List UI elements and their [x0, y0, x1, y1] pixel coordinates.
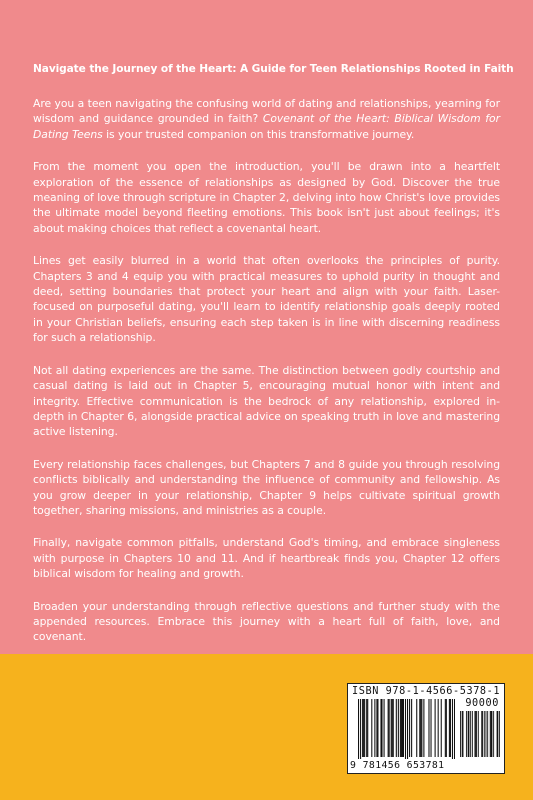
barcode-bar — [466, 711, 467, 757]
barcode-bar — [377, 699, 378, 757]
barcode-bar — [421, 699, 422, 757]
barcode-bar — [381, 699, 382, 757]
barcode-bar — [445, 699, 446, 757]
isbn-label: ISBN 978-1-4566-5378-1 — [352, 686, 501, 697]
barcode-bar — [380, 699, 381, 757]
barcode-bar — [482, 711, 483, 757]
barcode-bar — [468, 711, 469, 757]
blurb-paragraph: Finally, navigate common pitfalls, understand God's timing, and embrace singleness with purpose in Chapters 10 and 11. And if heartbreak finds you, Chapter 12 offers biblical wisdom for healing and growth. — [33, 536, 500, 581]
barcode-bar — [450, 699, 451, 757]
barcode-bar — [391, 699, 392, 757]
barcode-bar — [402, 699, 403, 757]
barcode-bar — [487, 711, 488, 757]
barcode-bar — [364, 699, 365, 757]
barcode-bar — [423, 699, 424, 757]
barcode-bar — [358, 699, 359, 759]
blurb-paragraph: Broaden your understanding through reflective questions and further study with the appended resources. Embrace this journey with a heart full of faith, love, and covenant. — [33, 599, 500, 644]
barcode-bar — [452, 699, 453, 759]
barcode-bar — [388, 699, 389, 757]
barcode-bar — [360, 699, 361, 759]
intro-text-after: is your trusted companion on this transformative journey. — [102, 127, 415, 141]
barcode-bar — [389, 699, 390, 757]
barcode-bar — [472, 711, 473, 757]
barcode-bar — [400, 699, 401, 757]
barcode-bar — [396, 699, 397, 757]
barcode-bar — [411, 699, 412, 757]
barcode-bar — [476, 711, 477, 757]
barcode-bar — [393, 699, 394, 757]
barcode-bar — [371, 699, 372, 757]
isbn-barcode — [347, 683, 505, 774]
barcode-bar — [463, 711, 464, 757]
barcode-bar — [403, 699, 404, 757]
barcode-bar — [376, 699, 377, 757]
barcode-bar — [363, 699, 364, 757]
barcode-bar — [449, 699, 450, 757]
barcode-bar — [460, 711, 461, 757]
barcode-bar — [366, 699, 367, 757]
barcode-bar — [497, 711, 498, 757]
barcode-bar — [416, 699, 417, 757]
barcode-bar — [493, 711, 494, 757]
barcode-bar — [486, 711, 487, 757]
barcode-bar — [497, 711, 498, 757]
barcode-bar — [409, 699, 410, 757]
barcode-bar — [469, 711, 470, 757]
blurb-paragraph: Not all dating experiences are the same. The distinction between godly courtship and casual dating is laid out in Chapter 5, encouraging mutual honor with intent and integrity. Effective communication is the bedrock of any relationship, explored in-depth in Chapter 6, alongside practical advice on speaking truth in love and mastering active listening. — [33, 363, 500, 439]
barcode-bar — [499, 711, 500, 757]
barcode-bar — [491, 711, 492, 757]
barcode-bar — [478, 711, 479, 757]
barcode-main-bars — [358, 699, 455, 759]
blurb-heading: Navigate the Journey of the Heart: A Guide for Teen Relationships Rooted in Faith — [33, 63, 514, 75]
barcode-bar — [470, 711, 471, 757]
barcode-bar — [481, 711, 482, 757]
barcode-bar — [392, 699, 393, 757]
barcode-bar — [490, 711, 491, 757]
barcode-bar — [419, 699, 420, 757]
barcode-bar — [420, 699, 421, 757]
barcode-bar — [441, 699, 442, 757]
blurb-intro — [33, 96, 500, 142]
barcode-bar — [484, 711, 485, 757]
barcode-bar — [374, 699, 375, 757]
intro-book-title: Covenant of the Heart: Biblical Wisdom for Dating Teens — [33, 112, 500, 141]
barcode-bar — [384, 699, 385, 757]
barcode-bar — [462, 711, 463, 757]
barcode-bar — [362, 699, 363, 757]
barcode-bar — [367, 699, 368, 757]
intro-text-before: Are you a teen navigating the confusing world of dating and relationships, yearning for wisdom and guidance grounded in faith? — [33, 97, 500, 126]
barcode-bar — [454, 699, 455, 759]
barcode-addon-bars — [460, 711, 500, 759]
blurb-paragraph: Every relationship faces challenges, but Chapters 7 and 8 guide you through resolving conflicts biblically and understanding the influence of community and fellowship. As you grow deeper in your relationship, Chapter 9 helps cultivate spiritual growth together, sharing missions, and ministries as a couple. — [33, 457, 500, 517]
blurb-paragraph: Lines get easily blurred in a world that often overlooks the principles of purity. Chapters 3 and 4 equip you with practical measures to uphold purity in thought and deed, setting boundaries that protect your heart and align with your faith. Laser-focused on purposeful dating, you'll learn to identify relationship goals deeply rooted in your Christian beliefs, ensuring each step taken is in line with discerning readiness for such a relationship. — [33, 254, 500, 345]
barcode-number: 9 781456 653781 — [350, 760, 445, 771]
price-code: 90000 — [465, 698, 499, 709]
barcode-bar — [475, 711, 476, 757]
barcode-bar — [401, 699, 402, 757]
blurb-paragraph: From the moment you open the introduction, you'll be drawn into a heartfelt exploration of the essence of relationships as designed by God. Discover the true meaning of love through scripture in Chapter 2, delving into how Christ's love provides the ultimate model beyond fleeting emotions. This book isn't just about feelings; it's about making choices that reflect a covenantal heart. — [33, 160, 500, 235]
barcode-bar — [446, 699, 447, 757]
blurb — [33, 62, 514, 662]
barcode-bar — [428, 699, 429, 757]
barcode-bar — [491, 711, 492, 757]
barcode-bar — [474, 711, 475, 757]
barcode-bar — [398, 699, 399, 757]
barcode-bar — [438, 699, 439, 757]
barcode-bar — [407, 699, 408, 759]
barcode-bar — [430, 699, 431, 757]
barcode-bar — [435, 699, 436, 757]
barcode-bar — [405, 699, 406, 759]
